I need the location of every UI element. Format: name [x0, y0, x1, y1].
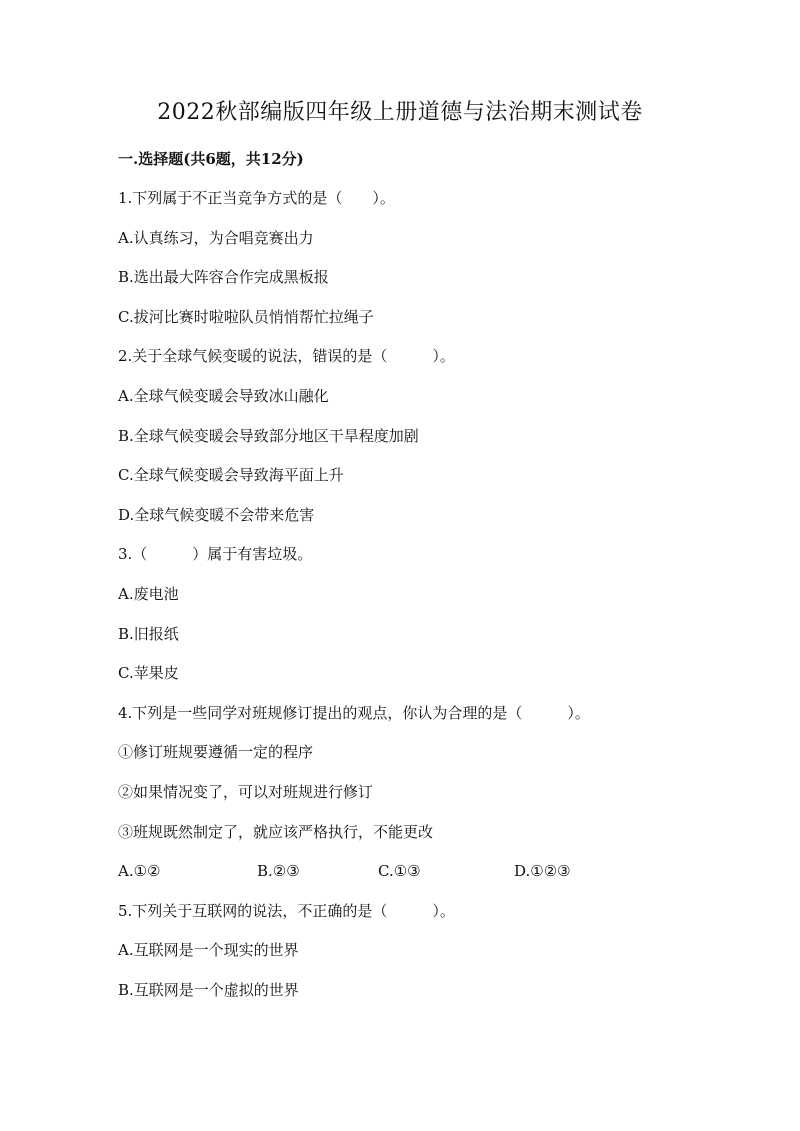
question-4-option-b: B.②③ [257, 862, 300, 880]
question-2-stem: 2.关于全球气候变暖的说法，错误的是（ ）。 [118, 347, 455, 365]
question-4-stem: 4.下列是一些同学对班规修订提出的观点，你认为合理的是（ ）。 [118, 704, 590, 722]
question-2-option-a: A.全球气候变暖会导致冰山融化 [118, 387, 329, 405]
question-4-option-a: A.①② [118, 862, 161, 880]
section-heading: 一.选择题(共6题，共12分) [118, 150, 304, 168]
question-5-option-a: A.互联网是一个现实的世界 [118, 941, 299, 959]
question-3-option-c: C.苹果皮 [118, 664, 179, 682]
question-4-statement-2: ②如果情况变了，可以对班规进行修订 [118, 783, 374, 801]
question-3-option-b: B.旧报纸 [118, 625, 179, 643]
question-4-option-c: C.①③ [378, 862, 421, 880]
question-3-stem: 3.（ ）属于有害垃圾。 [118, 545, 313, 563]
question-4-statement-3: ③班规既然制定了，就应该严格执行，不能更改 [118, 823, 434, 841]
question-4-options [118, 860, 718, 882]
question-4-statement-1: ①修订班规要遵循一定的程序 [118, 743, 314, 761]
question-1-stem: 1.下列属于不正当竞争方式的是（ ）。 [118, 189, 395, 207]
question-2-option-c: C.全球气候变暖会导致海平面上升 [118, 466, 344, 484]
question-2-option-d: D.全球气候变暖不会带来危害 [118, 506, 315, 524]
question-5-stem: 5.下列关于互联网的说法，不正确的是（ ）。 [118, 902, 455, 920]
question-1-option-c: C.拔河比赛时啦啦队员悄悄帮忙拉绳子 [118, 308, 374, 326]
question-2-option-b: B.全球气候变暖会导致部分地区干旱程度加剧 [118, 427, 419, 445]
question-4-option-d: D.①②③ [514, 862, 571, 880]
question-1-option-b: B.选出最大阵容合作完成黑板报 [118, 268, 329, 286]
question-5-option-b: B.互联网是一个虚拟的世界 [118, 981, 299, 999]
question-1-option-a: A.认真练习，为合唱竞赛出力 [118, 229, 314, 247]
question-3-option-a: A.废电池 [118, 585, 179, 603]
exam-title: 2022秋部编版四年级上册道德与法治期末测试卷 [157, 100, 643, 125]
